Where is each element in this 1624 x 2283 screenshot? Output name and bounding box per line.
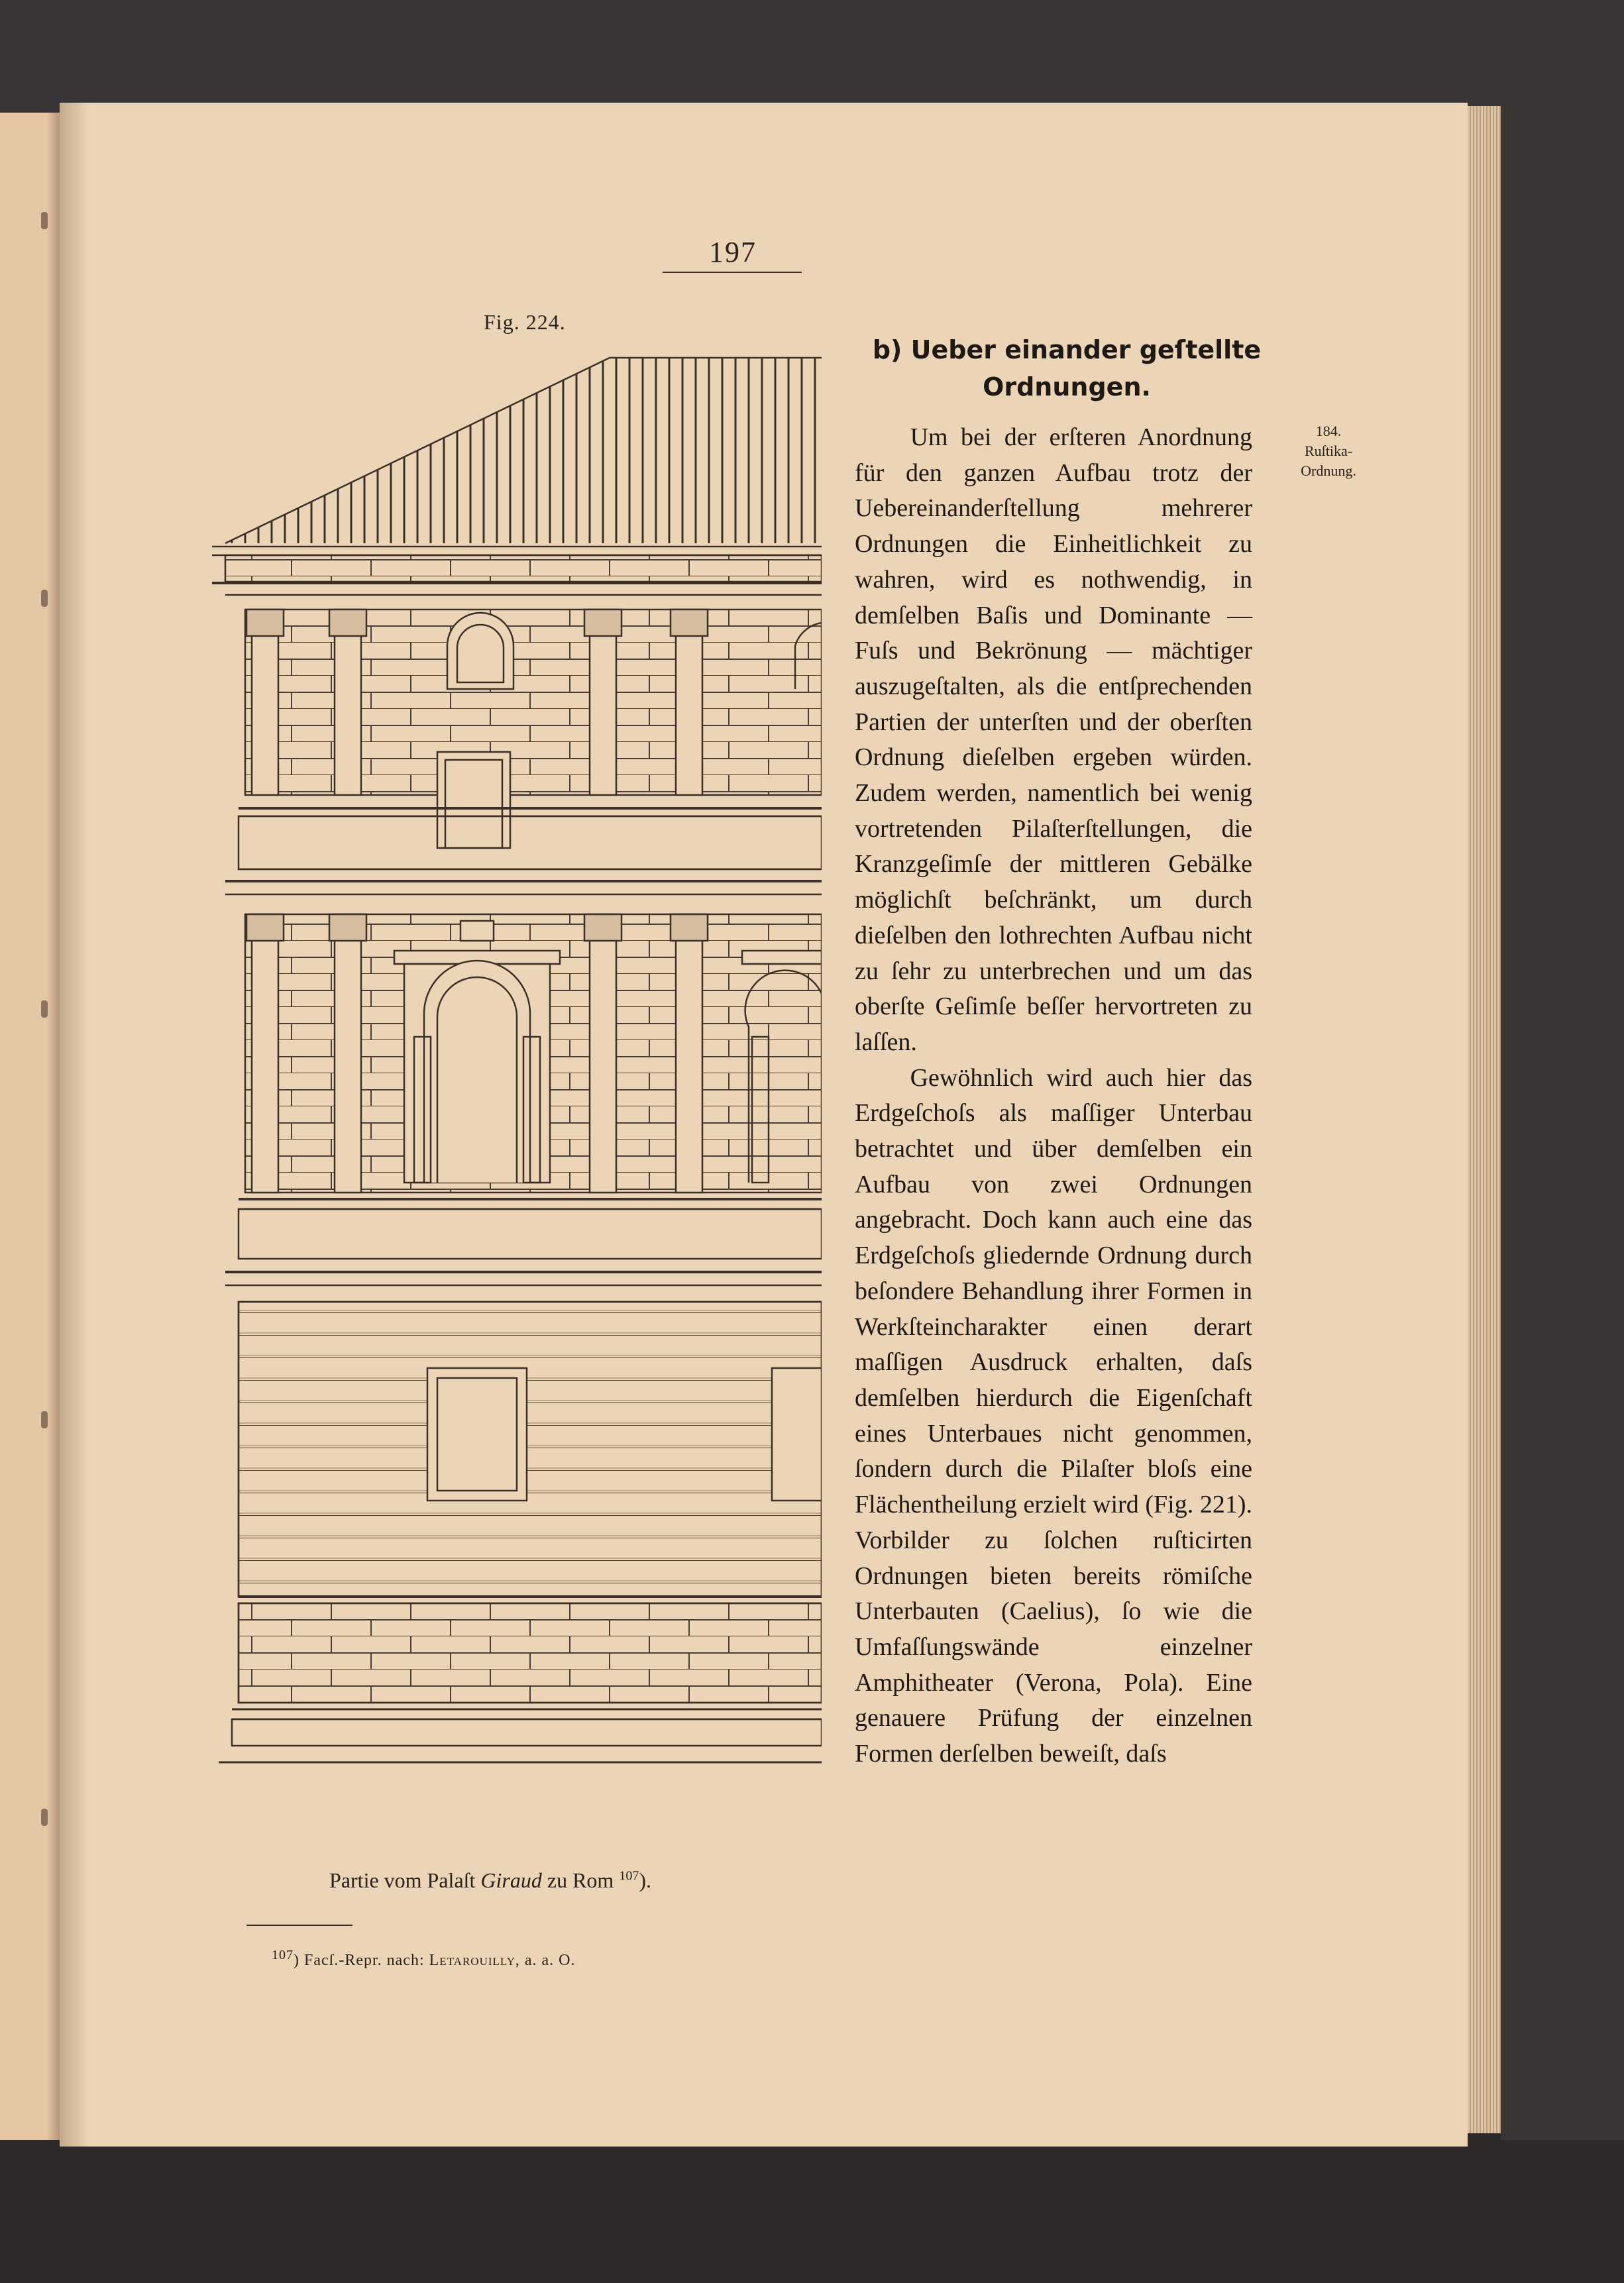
margin-note (1289, 421, 1368, 481)
body-text (855, 420, 1252, 1772)
footnote-suffix: , a. a. O. (515, 1952, 576, 1969)
binding-stitch (41, 1411, 48, 1428)
paragraph-1: Um bei der erſteren Anordnung für den ganzen Aufbau trotz der Uebereinanderſtellung mehrerer Ordnungen die Einheitlichkeit zu wahren, wird es nothwendig, in demſelben Baſis und Dominante — Fuſs und Bekrönung — mächtiger auszugeſtalten, als die entſprechenden Partien der unterſten und der oberſten Ordnung dieſelben ergeben würden. Zudem werden, namentlich bei wenig vortretenden Pilaſterſtellungen, die Kranzgeſimſe der mittleren Gebälke möglichſt beſchränkt, um durch dieſelben den lothrechten Aufbau nicht zu ſehr zu unterbrechen und um das oberſte Geſimſe beſſer hervortreten zu laſſen. (855, 423, 1252, 1056)
caption-suffix: zu Rom (541, 1868, 614, 1892)
page-number: 197 (709, 236, 757, 268)
margin-note-line2: Ordnung. (1301, 462, 1356, 479)
binding-stitch (41, 1000, 48, 1018)
figure-label: Fig. 224. (484, 310, 566, 334)
book-cover-top (0, 0, 1624, 113)
figure-caption (219, 1868, 762, 1893)
footnote (272, 1948, 576, 1970)
footnote-name: Letarouilly (429, 1952, 515, 1969)
caption-ref: 107 (619, 1868, 639, 1884)
margin-note-number: 184. (1315, 423, 1342, 439)
binding-stitch (41, 590, 48, 607)
footnote-ref: 107 (272, 1948, 294, 1962)
page-number-rule (663, 272, 802, 273)
left-page-shadow (46, 113, 60, 2140)
footnote-prefix: ) Facſ.-Repr. nach: (294, 1952, 429, 1969)
binding-stitch (41, 1809, 48, 1826)
book-cover-bottom (0, 2140, 1624, 2283)
section-heading-line1: b) Ueber einander geſtellte (872, 335, 1262, 364)
book-cover-right (1501, 99, 1624, 2166)
caption-italic: Giraud (480, 1868, 542, 1892)
caption-close: ). (639, 1868, 651, 1892)
caption-prefix: Partie vom Palaſt (329, 1868, 481, 1892)
section-heading (861, 331, 1272, 405)
paragraph-2: Gewöhnlich wird auch hier das Erdgeſchoſs als maſſiger Unterbau betrachtet und über demſelben ein Aufbau von zwei Ordnungen angebracht. Doch kann auch eine das Erdgeſchoſs gliedernde Ordnung durch beſondere Behandlung ihrer Formen in Werkſteincharakter einen derart maſſigen Ausdruck erhalten, daſs demſelben hierdurch die Eigenſchaft eines Unterbaues nicht genommen, ſondern durch die Pilaſter bloſs eine Flächentheilung erzielt wird (Fig. 221). Vorbilder zu ſolchen ruſticirten Ordnungen bieten bereits römiſche Unterbauten (Caelius), ſo wie die Umfaſſungswände einzelner Amphitheater (Verona, Pola). Eine genauere Prüfung der einzelnen Formen derſelben beweiſt, daſs (855, 1063, 1252, 1768)
section-heading-line2: Ordnungen. (983, 372, 1151, 401)
binding-stitch (41, 212, 48, 229)
left-page-edge (0, 113, 62, 2140)
page-gutter-shadow (60, 103, 89, 2147)
facade-elevation-drawing (212, 345, 822, 1862)
footnote-rule (246, 1925, 352, 1926)
margin-note-line1: Ruſtika- (1304, 443, 1353, 459)
